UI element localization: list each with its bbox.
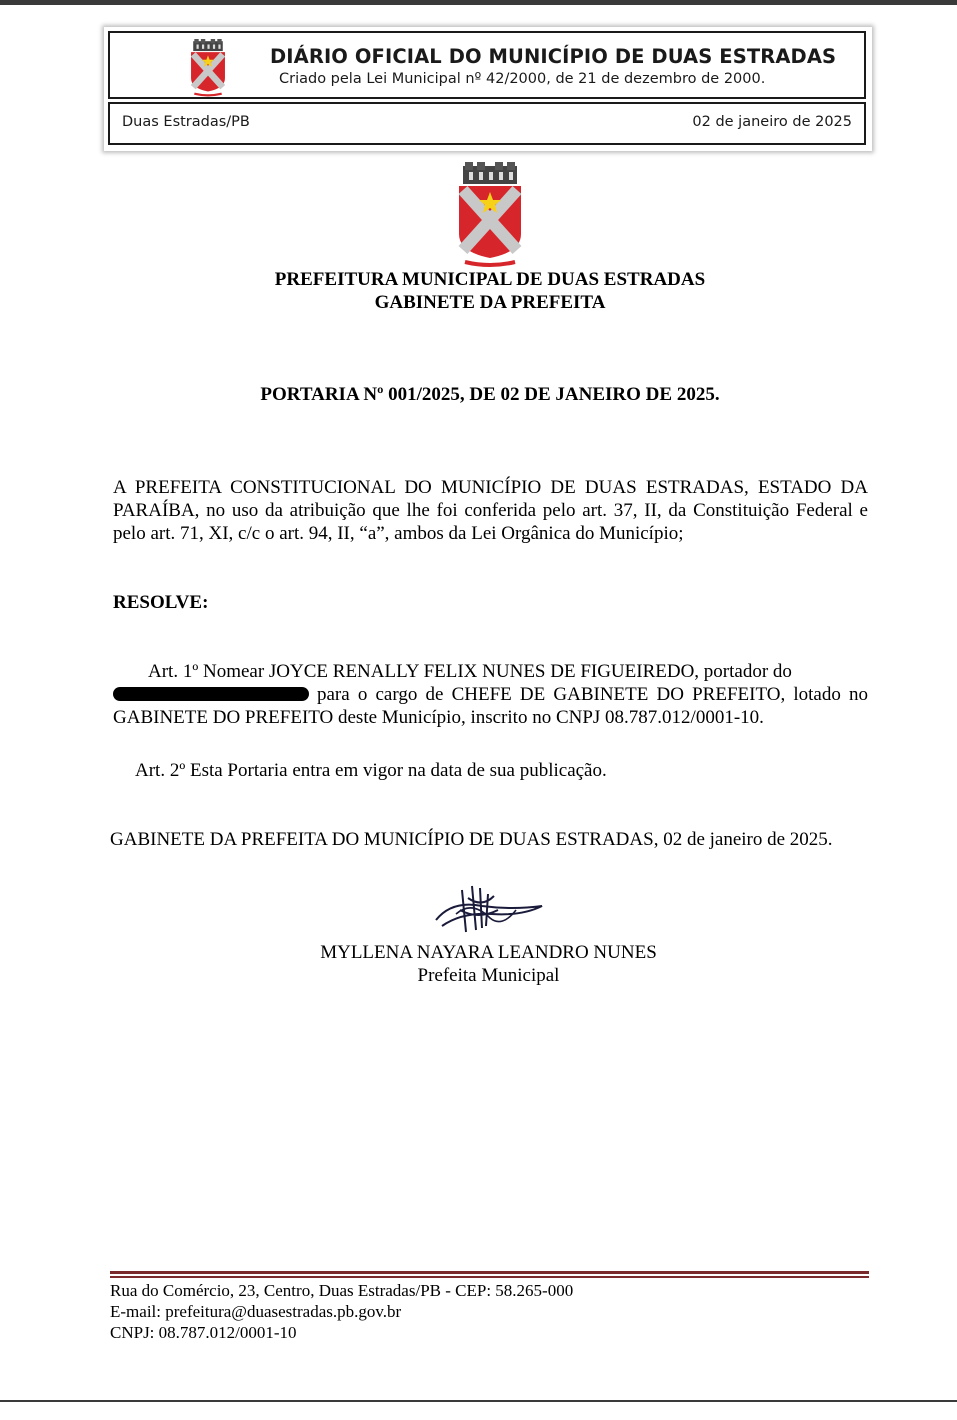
article-1-line-1: Art. 1º Nomear JOYCE RENALLY FELIX NUNES DE FIGUEIREDO, portador do — [148, 661, 792, 682]
gazette-title: DIÁRIO OFICIAL DO MUNICÍPIO DE DUAS ESTRADAS — [270, 45, 837, 68]
footer-divider — [110, 1276, 869, 1278]
redacted-block — [113, 687, 309, 701]
footer-address: Rua do Comércio, 23, Centro, Duas Estradas/PB - CEP: 58.265-000 — [110, 1281, 574, 1300]
coat-of-arms-icon — [188, 39, 228, 97]
closing: GABINETE DA PREFEITA DO MUNICÍPIO DE DUAS ESTRADAS, 02 de janeiro de 2025. — [110, 829, 833, 850]
article-2: Art. 2º Esta Portaria entra em vigor na data de sua publicação. — [135, 760, 607, 781]
signer-name: MYLLENA NAYARA LEANDRO NUNES — [320, 942, 657, 963]
article-1-continuation — [113, 683, 868, 729]
signer-role: Prefeita Municipal — [417, 965, 560, 986]
signature-icon — [432, 880, 547, 940]
gazette-date: 02 de janeiro de 2025 — [692, 114, 852, 130]
footer-divider — [110, 1271, 869, 1274]
header-line-1: PREFEITURA MUNICIPAL DE DUAS ESTRADAS — [274, 269, 706, 290]
document-title: PORTARIA Nº 001/2025, DE 02 DE JANEIRO DE 2025. — [260, 384, 720, 405]
footer-cnpj: CNPJ: 08.787.012/0001-10 — [110, 1323, 297, 1342]
top-rule — [0, 0, 957, 5]
article-1-text: para o cargo de CHEFE DE GABINETE DO PREFEITO, lotado no GABINETE DO PREFEITO deste Município, inscrito no CNPJ 08.787.012/0001-10. — [113, 684, 868, 728]
bottom-rule — [0, 1400, 957, 1402]
gazette-city: Duas Estradas/PB — [122, 114, 250, 130]
footer-email: E-mail: prefeitura@duasestradas.pb.gov.br — [110, 1302, 402, 1321]
preamble: A PREFEITA CONSTITUCIONAL DO MUNICÍPIO DE DUAS ESTRADAS, ESTADO DA PARAÍBA, no uso da atribuição que lhe foi conferida pelo art. 37, II, da Constituição Federal e pelo art. 71, XI, c/c o art. 94, II, “a”, ambos da Lei Orgânica do Município; — [113, 477, 868, 544]
masthead-info-box — [108, 102, 866, 145]
gazette-subtitle: Criado pela Lei Municipal nº 42/2000, de 21 de dezembro de 2000. — [279, 71, 766, 87]
masthead-title-box — [108, 31, 866, 99]
resolve-heading: RESOLVE: — [113, 592, 209, 613]
coat-of-arms-icon — [455, 162, 525, 268]
header-line-2: GABINETE DA PREFEITA — [374, 292, 606, 313]
masthead — [104, 27, 872, 151]
